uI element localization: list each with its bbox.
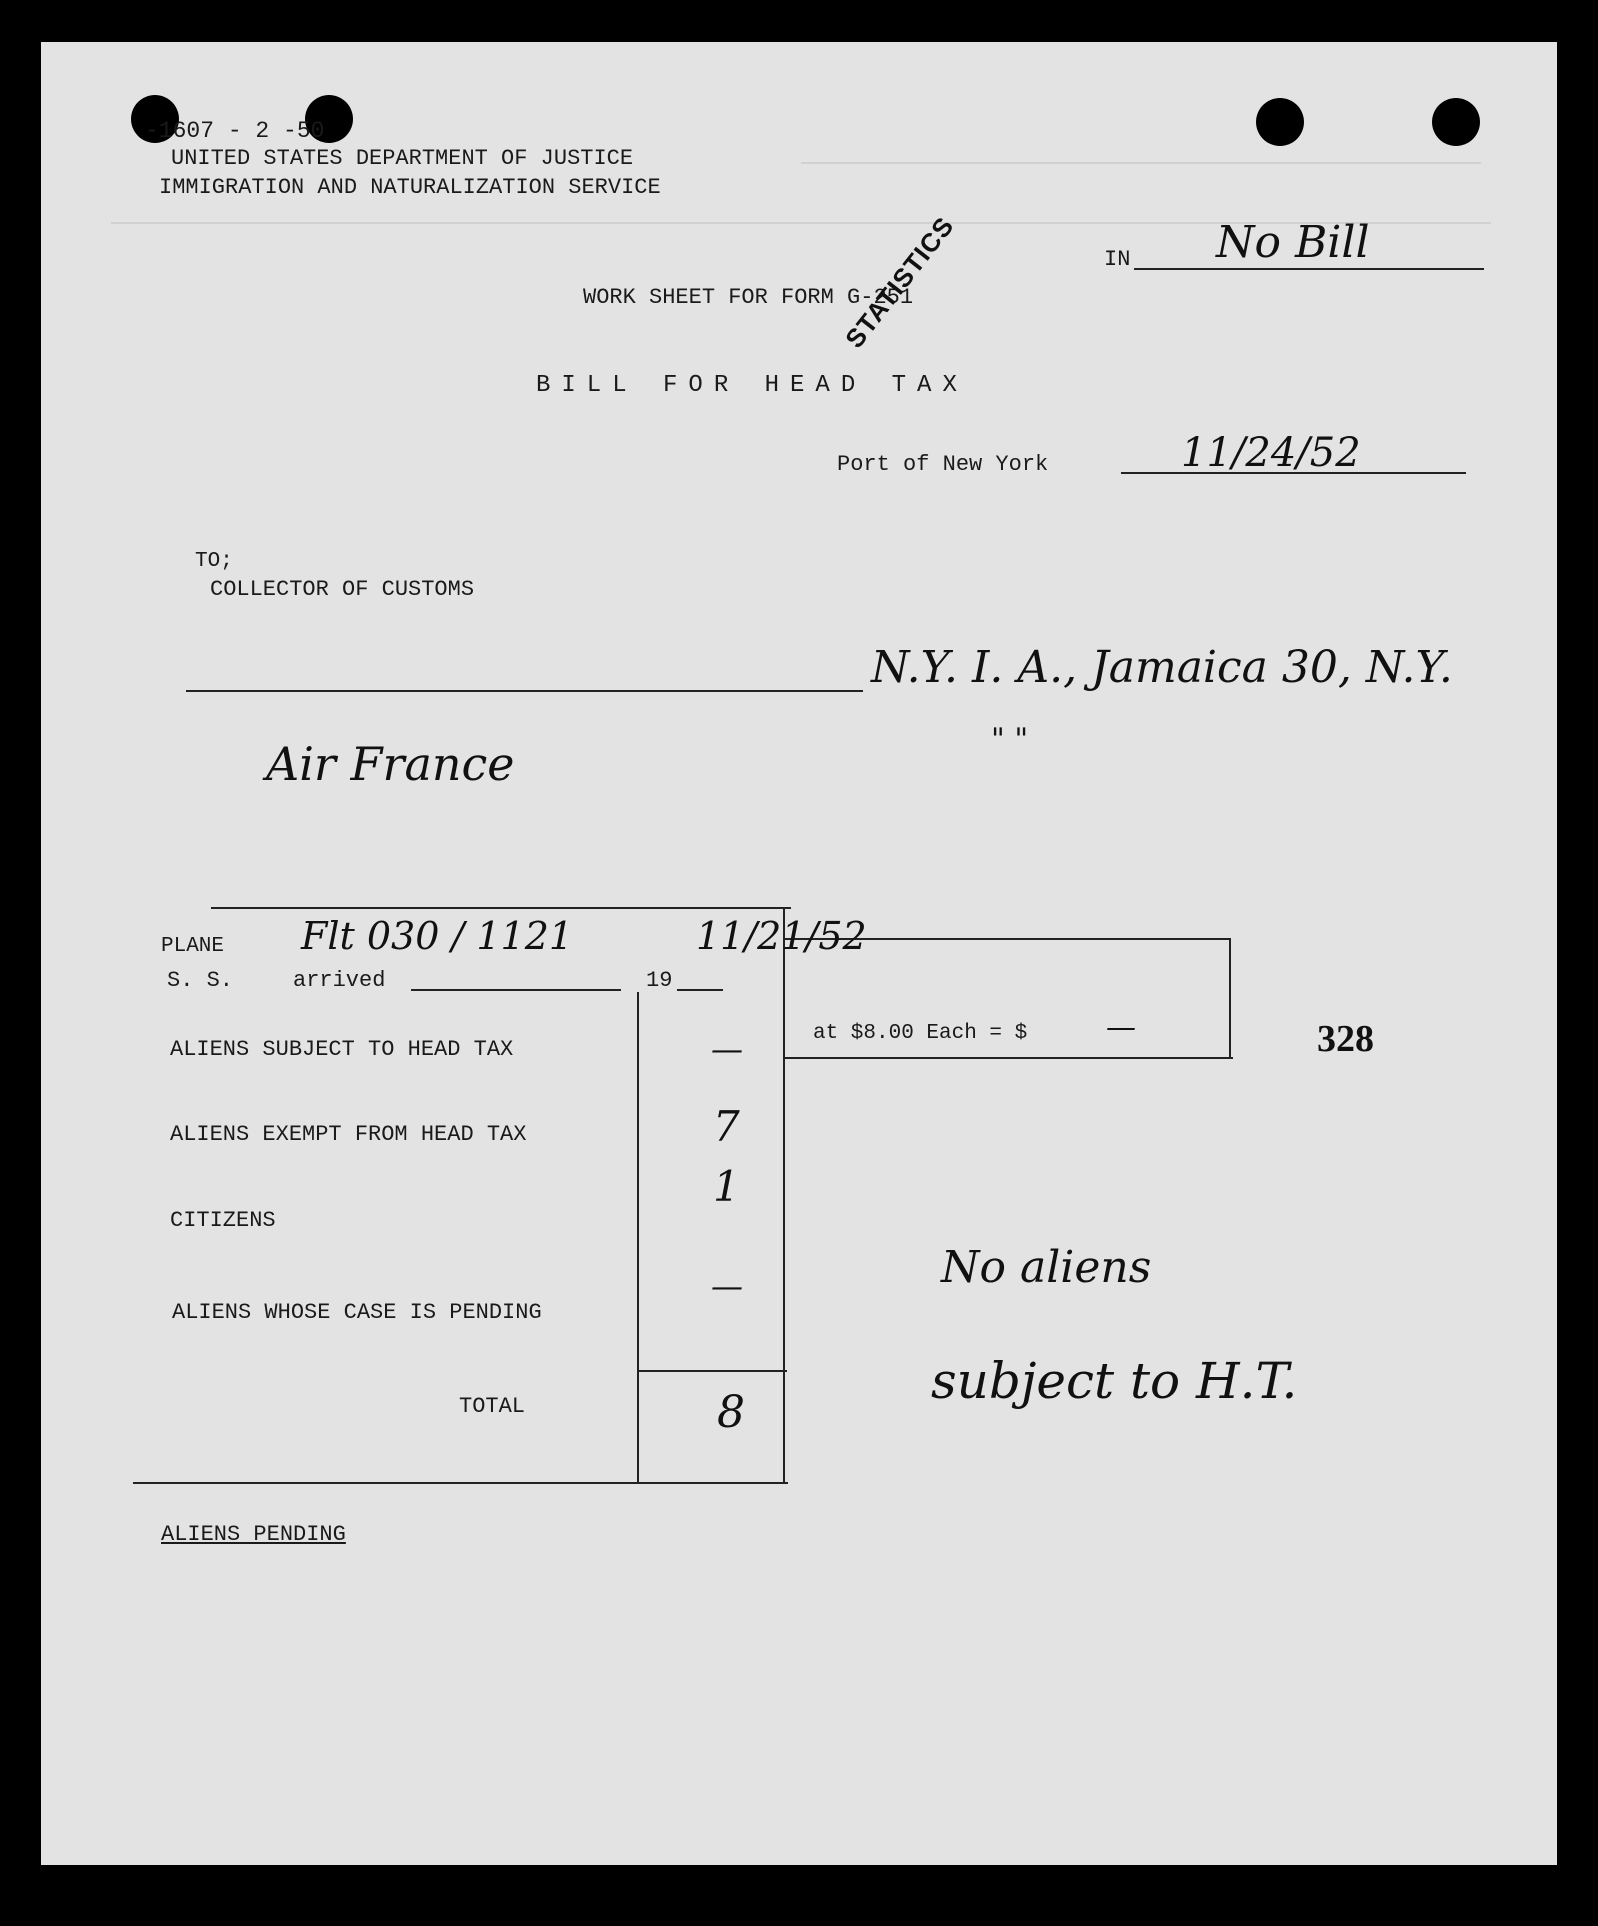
- bill-title: BILL FOR HEAD TAX: [536, 372, 968, 399]
- service-name: IMMIGRATION AND NATURALIZATION SERVICE: [159, 175, 661, 200]
- port-date-handwritten: 11/24/52: [1181, 430, 1361, 476]
- rate-box-right: [1229, 938, 1231, 1058]
- aliens-pending-label: ALIENS PENDING: [161, 1522, 346, 1547]
- row-label-exempt: ALIENS EXEMPT FROM HEAD TAX: [170, 1122, 527, 1147]
- punch-hole-right-1: [1256, 98, 1304, 146]
- to-label: TO;: [195, 550, 233, 573]
- total-label: TOTAL: [459, 1394, 526, 1419]
- document-page: [41, 42, 1557, 1865]
- statistics-stamp: STATISTICS: [839, 210, 960, 354]
- row-value-pending: —: [711, 1267, 743, 1305]
- bleed-through-line: [801, 162, 1481, 164]
- plane-date-handwritten: 11/21/52: [696, 914, 867, 958]
- year-prefix: 19: [646, 968, 673, 993]
- table-bottom-line: [133, 1482, 788, 1484]
- table-top-line: [211, 907, 791, 909]
- form-number: -1607 - 2 -50: [145, 118, 325, 144]
- department-name: UNITED STATES DEPARTMENT OF JUSTICE: [171, 146, 634, 171]
- row-value-exempt: 7: [713, 1102, 740, 1151]
- table-divider-left: [637, 992, 639, 1482]
- row-label-citizens: CITIZENS: [170, 1208, 276, 1233]
- total-value: 8: [717, 1387, 745, 1438]
- port-label: Port of New York: [837, 452, 1049, 477]
- rate-box-bottom: [785, 1057, 1233, 1059]
- total-top-line: [637, 1370, 787, 1372]
- row-value-citizens: 1: [713, 1162, 740, 1211]
- year-underline: [677, 989, 723, 991]
- stamp-number: 328: [1317, 1018, 1374, 1060]
- plane-label: PLANE: [161, 935, 225, 958]
- arrived-underline: [411, 989, 621, 991]
- row-label-subject: ALIENS SUBJECT TO HEAD TAX: [170, 1037, 514, 1062]
- plane-value-handwritten: Flt 030 / 1121: [301, 914, 574, 958]
- worksheet-title: WORK SHEET FOR FORM G-251: [583, 285, 914, 310]
- row-value-subject: —: [711, 1030, 743, 1068]
- in-value-handwritten: No Bill: [1216, 217, 1370, 268]
- note-line-1: No aliens: [941, 1242, 1152, 1293]
- row-label-pending: ALIENS WHOSE CASE IS PENDING: [172, 1300, 542, 1325]
- in-underline: [1134, 268, 1484, 270]
- in-label: IN: [1104, 247, 1131, 272]
- note-line-2: subject to H.T.: [931, 1352, 1298, 1410]
- arrived-label: arrived: [293, 968, 386, 993]
- address-underline: [186, 690, 863, 692]
- punch-hole-right-2: [1432, 98, 1480, 146]
- collector-label: COLLECTOR OF CUSTOMS: [210, 577, 475, 602]
- ditto-marks: " ": [991, 722, 1029, 757]
- rate-value-handwritten: —: [1106, 1010, 1136, 1045]
- rate-text: at $8.00 Each = $: [813, 1022, 1028, 1045]
- table-divider-right: [783, 907, 785, 1482]
- location-handwritten: N.Y. I. A., Jamaica 30, N.Y.: [871, 642, 1453, 693]
- ss-label: S. S.: [167, 968, 234, 993]
- carrier-handwritten: Air France: [266, 737, 515, 791]
